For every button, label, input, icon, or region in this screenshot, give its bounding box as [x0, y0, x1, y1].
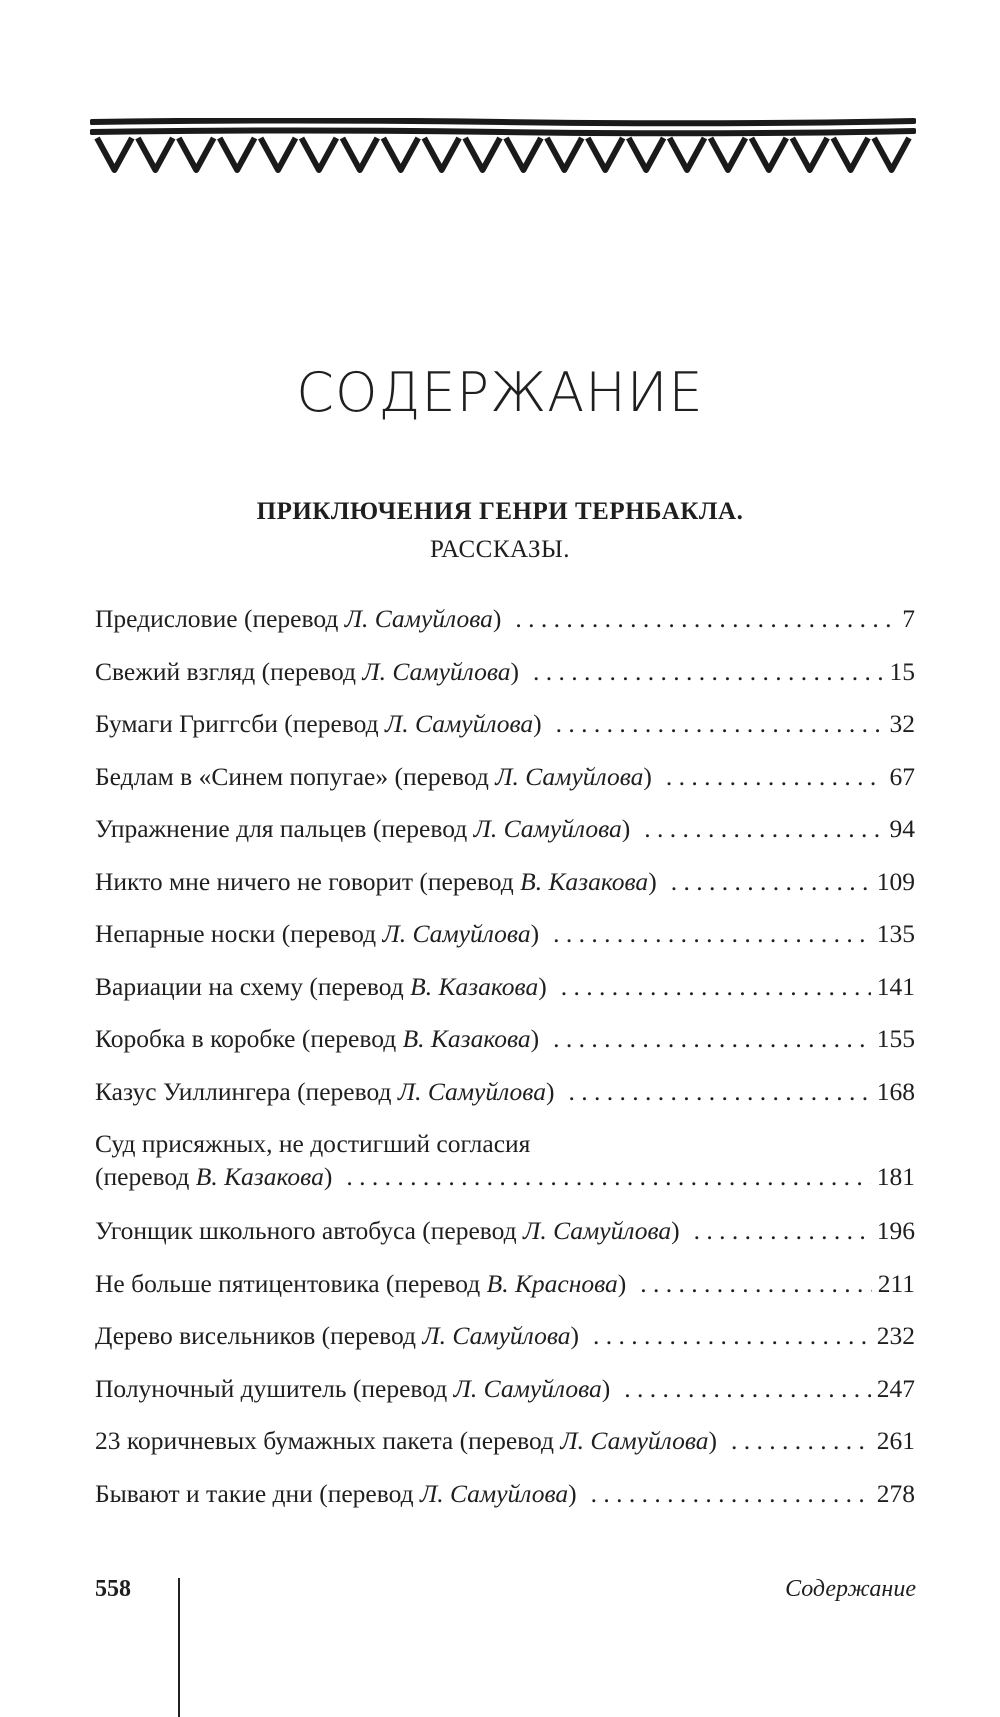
ornament-triangle [342, 138, 377, 170]
toc-entry[interactable] [95, 970, 915, 1023]
toc-entry[interactable] [95, 1075, 915, 1128]
page-number: 168 [876, 1076, 915, 1106]
translator-name: Л. Самуйлова [453, 1373, 602, 1403]
ornament-triangle [179, 138, 214, 170]
translator-name: Л. Самуйлова [385, 709, 534, 738]
entry-title: Угонщик школьного автобуса (перевод Л. Самуйлова) [95, 1216, 680, 1245]
toc-entry[interactable] [95, 1319, 915, 1372]
footer-page-number: 558 [95, 1576, 131, 1602]
section-subtitle: РАССКАЗЫ. [429, 536, 571, 563]
page-number: 261 [876, 1426, 915, 1455]
page-number: 32 [889, 709, 915, 738]
toc-entry[interactable] [95, 760, 915, 813]
dot-leader [553, 917, 871, 950]
page-number: 278 [876, 1478, 915, 1508]
ornament-triangle [629, 138, 664, 170]
entry-title: Полуночный душитель (перевод Л. Самуйлова) [95, 1373, 611, 1403]
toc-entry[interactable] [95, 1372, 915, 1425]
dot-leader [671, 865, 871, 898]
toc-entry[interactable] [95, 707, 915, 760]
toc-entry[interactable] [95, 1477, 915, 1530]
dot-leader [644, 812, 883, 845]
entry-title: Непарные носки (перевод Л. Самуйлова) [95, 919, 540, 948]
entry-credit: (перевод В. Казакова) [95, 1162, 333, 1191]
translator-name: В. Казакова [520, 866, 649, 896]
translator-name: Л. Самуйлова [344, 604, 493, 633]
ornament-triangle [792, 138, 827, 170]
entry-title: Свежий взгляд (перевод Л. Самуйлова) [95, 656, 519, 686]
entry-title: Упражнение для пальцев (перевод Л. Самуйлова) [95, 814, 631, 843]
entry-title: Коробка в коробке (перевод В. Казакова) [95, 1024, 540, 1053]
page-number: 211 [877, 1268, 915, 1298]
ornament-triangle [424, 138, 459, 170]
translator-name: Л. Самуйлова [382, 919, 531, 948]
ornament-triangle [138, 138, 173, 170]
dot-leader [731, 1424, 871, 1457]
footer-divider [178, 1578, 180, 1717]
dot-leader [515, 602, 896, 635]
table-of-contents [95, 602, 915, 1529]
translator-name: Л. Самуйлова [523, 1216, 672, 1245]
page-number: 7 [902, 604, 915, 633]
page-number: 67 [889, 761, 915, 791]
toc-entry[interactable] [95, 655, 915, 708]
translator-name: Л. Самуйлова [397, 1076, 546, 1106]
page-number: 94 [889, 814, 915, 843]
translator-name: В. Казакова [195, 1162, 324, 1191]
entry-title: Дерево висельников (перевод Л. Самуйлова) [95, 1321, 580, 1350]
page-number: 15 [889, 656, 915, 686]
page-number: 232 [876, 1321, 915, 1350]
toc-entry[interactable] [95, 1127, 915, 1214]
dot-leader [666, 760, 884, 793]
entry-title: 23 коричневых бумажных пакета (перевод Л. Самуйлова) [95, 1426, 717, 1455]
entry-title: Предисловие (перевод Л. Самуйлова) [95, 604, 502, 633]
running-head: Содержание [785, 1576, 916, 1602]
page-title: СОДЕРЖАНИЕ [296, 361, 704, 424]
page-number: 135 [876, 919, 915, 948]
ornament-triangle [220, 138, 255, 170]
page-number: 196 [876, 1216, 915, 1245]
entry-title: Никто мне ничего не говорит (перевод В. Казакова) [95, 866, 657, 896]
translator-name: Л. Самуйлова [495, 761, 644, 791]
ornament-triangle [302, 138, 337, 170]
dot-leader [568, 1075, 870, 1108]
toc-entry[interactable] [95, 1214, 915, 1267]
entry-title: Не больше пятицентовика (перевод В. Краснова) [95, 1268, 627, 1298]
ornament-triangle [874, 138, 909, 170]
ornament-triangle [751, 138, 786, 170]
dot-leader [694, 1214, 871, 1247]
ornament-triangle [97, 138, 132, 170]
translator-name: В. Казакова [402, 1024, 531, 1053]
entry-title: Суд присяжных, не достигший согласия [95, 1129, 531, 1158]
entry-title: Бумаги Григгсби (перевод Л. Самуйлова) [95, 709, 542, 738]
toc-entry[interactable] [95, 812, 915, 865]
dot-leader [556, 707, 884, 740]
toc-entry[interactable] [95, 1267, 915, 1320]
dot-leader [346, 1160, 870, 1193]
translator-name: Л. Самуйлова [560, 1426, 709, 1455]
dot-leader [591, 1477, 871, 1510]
page-number: 181 [876, 1162, 915, 1191]
dot-leader [624, 1372, 870, 1405]
entry-title: Бедлам в «Синем попугае» (перевод Л. Самуйлова) [95, 761, 652, 791]
ornament-triangle [833, 138, 868, 170]
ornament-triangle [261, 138, 296, 170]
entry-title: Казус Уиллингера (перевод Л. Самуйлова) [95, 1076, 555, 1106]
entry-title: Вариации на схему (перевод В. Казакова) [95, 971, 547, 1001]
toc-entry[interactable] [95, 917, 915, 970]
dot-leader [553, 1022, 871, 1055]
ornament-triangle [506, 138, 541, 170]
ornament-triangle [670, 138, 705, 170]
translator-name: В. Краснова [486, 1268, 618, 1298]
page-number: 141 [876, 971, 915, 1001]
translator-name: В. Казакова [410, 971, 539, 1001]
ornament-triangle [547, 138, 582, 170]
translator-name: Л. Самуйлова [362, 656, 511, 686]
translator-name: Л. Самуйлова [419, 1478, 569, 1508]
dot-leader [533, 655, 884, 688]
translator-name: Л. Самуйлова [422, 1321, 571, 1350]
dot-leader [593, 1319, 871, 1352]
toc-entry[interactable] [95, 1424, 915, 1477]
dot-leader [640, 1267, 871, 1300]
dot-leader [561, 970, 871, 1003]
ornament-triangle [383, 138, 418, 170]
page-number: 109 [876, 866, 915, 896]
page-number: 155 [876, 1024, 915, 1053]
toc-entry[interactable] [95, 1022, 915, 1075]
toc-entry[interactable] [95, 865, 915, 918]
translator-name: Л. Самуйлова [473, 814, 622, 843]
decorative-border-ornament [90, 118, 916, 180]
entry-title: Бывают и такие дни (перевод Л. Самуйлова) [95, 1478, 577, 1508]
ornament-triangle [465, 138, 500, 170]
section-title: ПРИКЛЮЧЕНИЯ ГЕНРИ ТЕРНБАКЛА. [256, 498, 744, 525]
toc-entry[interactable] [95, 602, 915, 655]
page-number: 247 [876, 1373, 915, 1403]
ornament-triangle [588, 138, 623, 170]
ornament-triangle [711, 138, 746, 170]
